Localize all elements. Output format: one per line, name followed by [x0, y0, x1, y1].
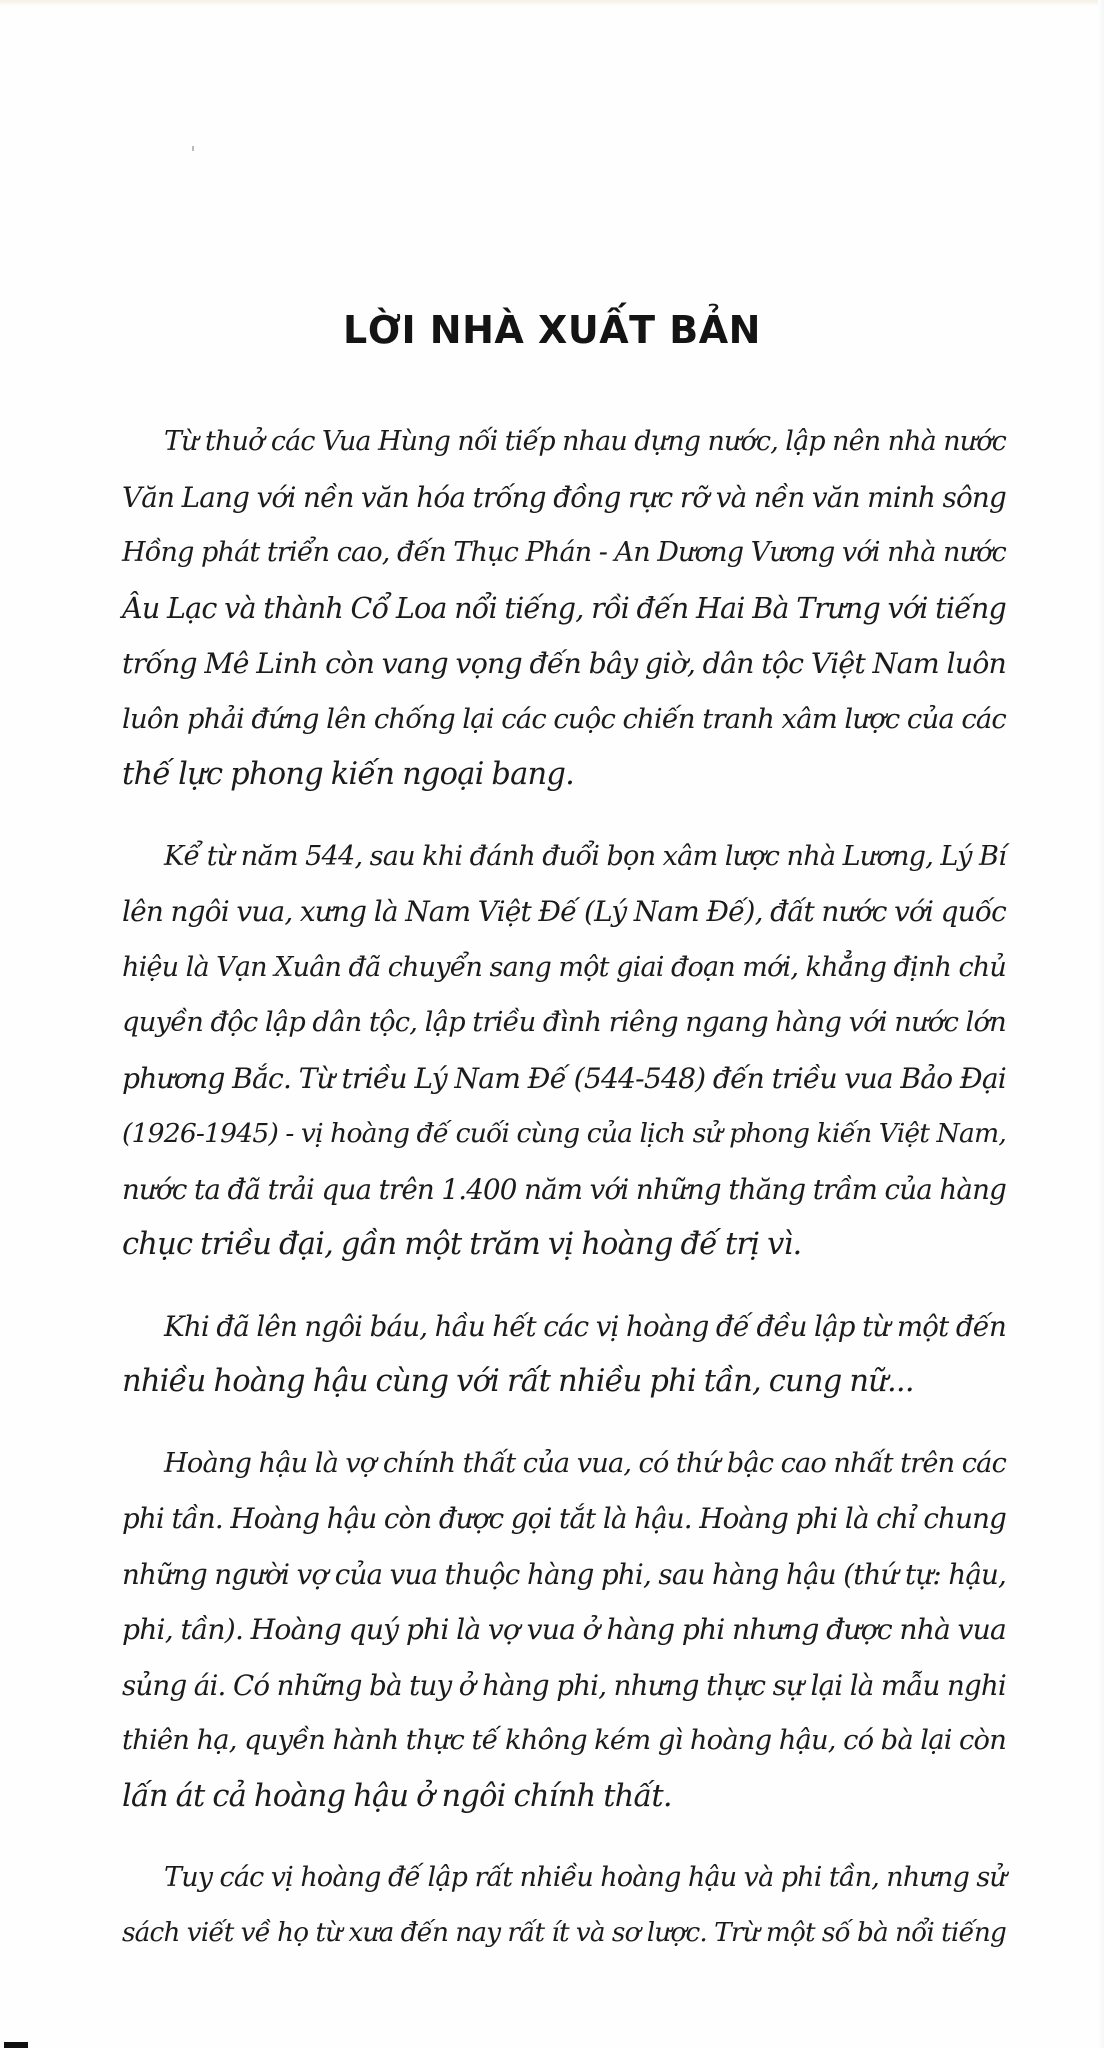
text-line: quyền độc lập dân tộc, lập triều đình riêng ngang hàng với nước lớn [122, 1007, 1006, 1038]
text-line: Văn Lang với nền văn hóa trống đồng rực rỡ và nền văn minh sông [122, 480, 1006, 514]
text-line: Tuy các vị hoàng đế lập rất nhiều hoàng hậu và phi tần, nhưng sử [164, 1862, 1006, 1893]
text-line: Từ thuở các Vua Hùng nối tiếp nhau dựng nước, lập nên nhà nước [164, 426, 1006, 457]
text-line: Khi đã lên ngôi báu, hầu hết các vị hoàng đế đều lập từ một đến [164, 1309, 1006, 1343]
text-line: phi tần. Hoàng hậu còn được gọi tắt là hậu. Hoàng phi là chỉ chung [122, 1502, 1006, 1535]
text-line: thế lực phong kiến ngoại bang. [122, 757, 575, 792]
text-line: sách viết về họ từ xưa đến nay rất ít và sơ lược. Trừ một số bà nổi tiếng [122, 1917, 1006, 1948]
page-title: LỜI NHÀ XUẤT BẢN [343, 308, 761, 352]
text-line: thiên hạ, quyền hành thực tế không kém gì hoàng hậu, có bà lại còn [122, 1725, 1006, 1756]
paragraph-3 [122, 1299, 1006, 1410]
text-line: hiệu là Vạn Xuân đã chuyển sang một giai đoạn mới, khẳng định chủ [122, 951, 1006, 983]
text-line: luôn phải đứng lên chống lại các cuộc chiến tranh xâm lược của các [122, 703, 1006, 735]
page-top-edge [0, 0, 1104, 6]
text-line: trống Mê Linh còn vang vọng đến bây giờ, dân tộc Việt Nam luôn [122, 647, 1006, 680]
paragraph-4 [122, 1436, 1006, 1825]
text-line: Hoàng hậu là vợ chính thất của vua, có thứ bậc cao nhất trên các [164, 1447, 1006, 1479]
text-line: những người vợ của vua thuộc hàng phi, sau hàng hậu (thứ tự: hậu, [122, 1557, 1006, 1591]
body-text [122, 414, 1006, 1987]
scan-speck [192, 146, 194, 151]
paragraph-5 [122, 1850, 1006, 1961]
text-line: phương Bắc. Từ triều Lý Nam Đế (544-548) đến triều vua Bảo Đại [122, 1061, 1006, 1095]
text-line: lên ngôi vua, xưng là Nam Việt Đế (Lý Nam Đế), đất nước với quốc [122, 895, 1006, 928]
text-line: Hồng phát triển cao, đến Thục Phán - An Dương Vương với nhà nước [122, 537, 1006, 568]
text-line: Kể từ năm 544, sau khi đánh đuổi bọn xâm lược nhà Lương, Lý Bí [164, 840, 1006, 872]
text-line: nhiều hoàng hậu cùng với rất nhiều phi tần, cung nữ... [122, 1364, 914, 1399]
paragraph-2 [122, 829, 1006, 1273]
text-line: sủng ái. Có những bà tuy ở hàng phi, nhưng thực sự lại là mẫu nghi [122, 1668, 1006, 1702]
text-line: lấn át cả hoàng hậu ở ngôi chính thất. [122, 1778, 672, 1814]
text-line: nước ta đã trải qua trên 1.400 năm với những thăng trầm của hàng [122, 1172, 1006, 1206]
text-line: chục triều đại, gần một trăm vị hoàng đế trị vì. [122, 1227, 802, 1262]
scan-corner-mark [4, 2042, 28, 2048]
text-line: (1926-1945) - vị hoàng đế cuối cùng của lịch sử phong kiến Việt Nam, [122, 1118, 1006, 1149]
text-line: phi, tần). Hoàng quý phi là vợ vua ở hàng phi nhưng được nhà vua [122, 1613, 1006, 1646]
text-line: Âu Lạc và thành Cổ Loa nổi tiếng, rồi đến Hai Bà Trưng với tiếng [122, 590, 1006, 625]
paragraph-1 [122, 414, 1006, 803]
